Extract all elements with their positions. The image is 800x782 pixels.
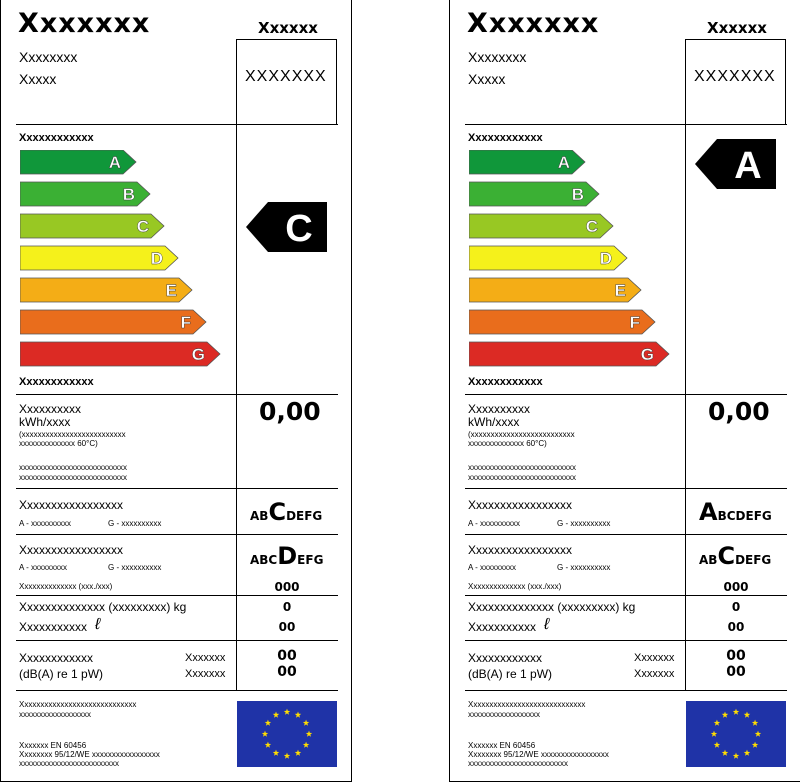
rating-arrow-shape: [246, 201, 328, 253]
class-bar-f: [469, 310, 655, 334]
perf1-scale-current: C: [268, 498, 287, 526]
noise-label-2: Xxxxxxx: [634, 668, 675, 680]
perf1-g-note: G - xxxxxxxxxx: [557, 519, 611, 528]
capacity-title: Xxxxxxxxxxxxxx (xxxxxxxxx) kg: [468, 600, 636, 614]
top-right-heading: Xxxxxx: [258, 19, 318, 37]
class-bar-label: C: [136, 217, 149, 236]
perf2-scale: [699, 542, 771, 570]
star-icon: [303, 720, 309, 726]
star-icon: [752, 720, 758, 726]
perf2-note: Xxxxxxxxxxxxxx (xxx./xxx): [19, 582, 113, 591]
scale-footer: Xxxxxxxxxxxx: [19, 376, 94, 388]
class-bar-label: C: [585, 217, 598, 236]
perf2-scale-after: EFG: [297, 553, 324, 567]
info-line-2: Xxxxx: [468, 71, 506, 87]
class-bar-a: [20, 150, 136, 174]
perf2-scale-current: D: [277, 542, 298, 570]
star-icon: [711, 731, 717, 737]
scale-heading: Xxxxxxxxxxxx: [468, 132, 543, 144]
top-box: [685, 39, 786, 124]
class-bar-g: [469, 342, 669, 366]
star-icon: [265, 742, 271, 748]
scale-heading: Xxxxxxxxxxxx: [19, 132, 94, 144]
divider: [16, 124, 338, 125]
label-title: Xxxxxxx: [18, 8, 151, 39]
class-bar-f: [20, 310, 206, 334]
capacity-value: 0: [731, 600, 741, 614]
star-icon: [714, 742, 720, 748]
star-icon: [273, 712, 279, 718]
consumption-value: 0,00: [259, 397, 321, 426]
consumption-note: (xxxxxxxxxxxxxxxxxxxxxxxxxx: [19, 430, 126, 439]
class-bar-label: F: [180, 313, 191, 332]
noise-value-1: 00: [726, 648, 746, 664]
perf2-a-note: A - xxxxxxxxx: [19, 563, 68, 572]
star-icon: [265, 720, 271, 726]
class-bar-b: [469, 182, 599, 206]
eu-flag-icon: [686, 701, 786, 767]
info-line-1: Xxxxxxxx: [19, 49, 78, 65]
class-bar-a: [469, 150, 585, 174]
noise-title: Xxxxxxxxxxxx: [468, 651, 543, 665]
class-bar-d: [20, 246, 178, 270]
footer-line-2: xxxxxxxxxxxxxxxxxx: [19, 710, 91, 719]
water-unit-symbol: ℓ: [544, 616, 550, 633]
perf2-g-note: G - xxxxxxxxxx: [557, 563, 611, 572]
class-bar-label: A: [108, 153, 121, 172]
star-icon: [284, 753, 290, 759]
perf1-scale-after: DEFG: [286, 509, 323, 523]
divider: [465, 595, 787, 596]
noise-label-1: Xxxxxxx: [185, 652, 226, 664]
class-bar-label: F: [629, 313, 640, 332]
noise-title: Xxxxxxxxxxxx: [19, 651, 94, 665]
divider: [16, 534, 338, 535]
divider: [16, 690, 338, 691]
noise-value-1: 00: [277, 648, 297, 664]
divider: [465, 488, 787, 489]
star-icon: [744, 750, 750, 756]
star-icon: [714, 720, 720, 726]
star-icon: [733, 709, 739, 715]
water-value: 00: [727, 620, 745, 634]
perf1-title: Xxxxxxxxxxxxxxxxx: [19, 498, 124, 512]
class-bar-e: [469, 278, 641, 302]
footer-line-1: Xxxxxxxxxxxxxxxxxxxxxxxxxxxxx: [19, 700, 137, 709]
consumption-note: xxxxxxxxxxxxxxxxxxxxxxxxxxx: [468, 463, 576, 472]
perf1-scale-before: AB: [250, 509, 269, 523]
energy-scale: [469, 150, 679, 370]
footer-line-1: Xxxxxxxxxxxxxxxxxxxxxxxxxxxxx: [468, 700, 586, 709]
consumption-title: Xxxxxxxxxx: [19, 402, 82, 416]
perf2-title: Xxxxxxxxxxxxxxxxx: [468, 543, 573, 557]
consumption-title: Xxxxxxxxxx: [468, 402, 531, 416]
perf2-scale-current: C: [717, 542, 736, 570]
noise-label-1: Xxxxxxx: [634, 652, 675, 664]
rating-arrow: [246, 201, 341, 251]
footer-line-2: xxxxxxxxxxxxxxxxxx: [468, 710, 540, 719]
water-title: Xxxxxxxxxxx: [19, 620, 88, 634]
perf1-a-note: A - xxxxxxxxxx: [468, 519, 521, 528]
top-box-text: XXXXXXX: [245, 68, 327, 85]
top-right-heading: Xxxxxx: [707, 19, 767, 37]
noise-unit: (dB(A) re 1 pW): [468, 667, 553, 681]
star-icon: [744, 712, 750, 718]
divider: [16, 640, 338, 641]
class-bar-e: [20, 278, 192, 302]
perf1-title: Xxxxxxxxxxxxxxxxx: [468, 498, 573, 512]
capacity-title: Xxxxxxxxxxxxxx (xxxxxxxxx) kg: [19, 600, 187, 614]
class-bar-label: A: [557, 153, 570, 172]
star-icon: [295, 712, 301, 718]
class-bar-label: E: [165, 281, 177, 300]
water-unit-symbol: ℓ: [95, 616, 101, 633]
perf2-note: Xxxxxxxxxxxxxx (xxx./xxx): [468, 582, 562, 591]
consumption-note: xxxxxxxxxxxxxxxxxxxxxxxxxxx: [19, 463, 127, 472]
consumption-note: xxxxxxxxxxxxxx 60°C): [468, 439, 547, 448]
star-icon: [273, 750, 279, 756]
star-icon: [722, 750, 728, 756]
perf2-value: 000: [723, 580, 749, 594]
footer-line-4: Xxxxxxxx 95/12/WE xxxxxxxxxxxxxxxxx: [19, 750, 160, 759]
divider: [16, 488, 338, 489]
perf1-scale-after: BCDEFG: [717, 509, 772, 523]
star-icon: [306, 731, 312, 737]
footer-line-4: Xxxxxxxx 95/12/WE xxxxxxxxxxxxxxxxx: [468, 750, 609, 759]
divider: [465, 124, 787, 125]
footer-line-3: Xxxxxxx EN 60456: [468, 741, 536, 750]
footer-line-5: xxxxxxxxxxxxxxxxxxxxxxxxx: [468, 759, 568, 768]
top-box: [236, 39, 337, 124]
consumption-note: xxxxxxxxxxxxxx 60°C): [19, 439, 98, 448]
water-value: 00: [278, 620, 296, 634]
rating-arrow-shape: [695, 138, 777, 190]
class-bar-c: [20, 214, 164, 238]
class-bar-c: [469, 214, 613, 238]
star-icon: [303, 742, 309, 748]
water-title: Xxxxxxxxxxx: [468, 620, 537, 634]
energy-scale: [20, 150, 230, 370]
divider: [465, 640, 787, 641]
perf2-scale-after: DEFG: [735, 553, 772, 567]
perf2-a-note: A - xxxxxxxxx: [468, 563, 517, 572]
class-bar-label: G: [191, 345, 205, 364]
star-icon: [752, 742, 758, 748]
eu-flag-icon: [237, 701, 337, 767]
divider: [465, 394, 787, 395]
star-icon: [262, 731, 268, 737]
class-bar-label: D: [150, 249, 163, 268]
star-icon: [733, 753, 739, 759]
class-bar-b: [20, 182, 150, 206]
class-bar-label: D: [599, 249, 612, 268]
divider: [16, 595, 338, 596]
info-line-2: Xxxxx: [19, 71, 57, 87]
class-bar-label: E: [614, 281, 626, 300]
perf1-a-note: A - xxxxxxxxxx: [19, 519, 72, 528]
consumption-note: xxxxxxxxxxxxxxxxxxxxxxxxxxx: [468, 473, 576, 482]
perf2-title: Xxxxxxxxxxxxxxxxx: [19, 543, 124, 557]
top-box-text: XXXXXXX: [694, 68, 776, 85]
perf2-scale-before: ABC: [250, 553, 278, 567]
consumption-unit: kWh/xxxx: [19, 415, 71, 429]
star-icon: [755, 731, 761, 737]
perf1-scale-current: A: [699, 498, 718, 526]
capacity-value: 0: [282, 600, 292, 614]
divider: [16, 394, 338, 395]
rating-letter: A: [734, 145, 762, 187]
class-bar-g: [20, 342, 220, 366]
perf2-scale-before: AB: [699, 553, 718, 567]
consumption-value: 0,00: [708, 397, 770, 426]
perf1-scale: [699, 498, 772, 526]
footer-line-3: Xxxxxxx EN 60456: [19, 741, 87, 750]
noise-value-2: 00: [726, 664, 746, 680]
rating-letter: C: [285, 208, 313, 250]
label-title: Xxxxxxx: [467, 8, 600, 39]
perf1-scale: [250, 498, 322, 526]
star-icon: [295, 750, 301, 756]
consumption-note: (xxxxxxxxxxxxxxxxxxxxxxxxxx: [468, 430, 575, 439]
energy-label-left: [0, 0, 352, 782]
noise-label-2: Xxxxxxx: [185, 668, 226, 680]
energy-label-right: [449, 0, 800, 782]
perf2-scale: [250, 542, 323, 570]
perf1-g-note: G - xxxxxxxxxx: [108, 519, 162, 528]
star-icon: [722, 712, 728, 718]
perf2-value: 000: [274, 580, 300, 594]
class-bar-label: G: [640, 345, 654, 364]
divider: [465, 534, 787, 535]
rating-arrow: [695, 138, 790, 188]
consumption-unit: kWh/xxxx: [468, 415, 520, 429]
info-line-1: Xxxxxxxx: [468, 49, 527, 65]
noise-unit: (dB(A) re 1 pW): [19, 667, 104, 681]
scale-footer: Xxxxxxxxxxxx: [468, 376, 543, 388]
divider: [465, 690, 787, 691]
class-bar-d: [469, 246, 627, 270]
class-bar-label: B: [122, 185, 135, 204]
class-bar-label: B: [571, 185, 584, 204]
perf2-g-note: G - xxxxxxxxxx: [108, 563, 162, 572]
footer-line-5: xxxxxxxxxxxxxxxxxxxxxxxxx: [19, 759, 119, 768]
noise-value-2: 00: [277, 664, 297, 680]
consumption-note: xxxxxxxxxxxxxxxxxxxxxxxxxxx: [19, 473, 127, 482]
star-icon: [284, 709, 290, 715]
eu-stars: [686, 701, 786, 767]
eu-stars: [237, 701, 337, 767]
